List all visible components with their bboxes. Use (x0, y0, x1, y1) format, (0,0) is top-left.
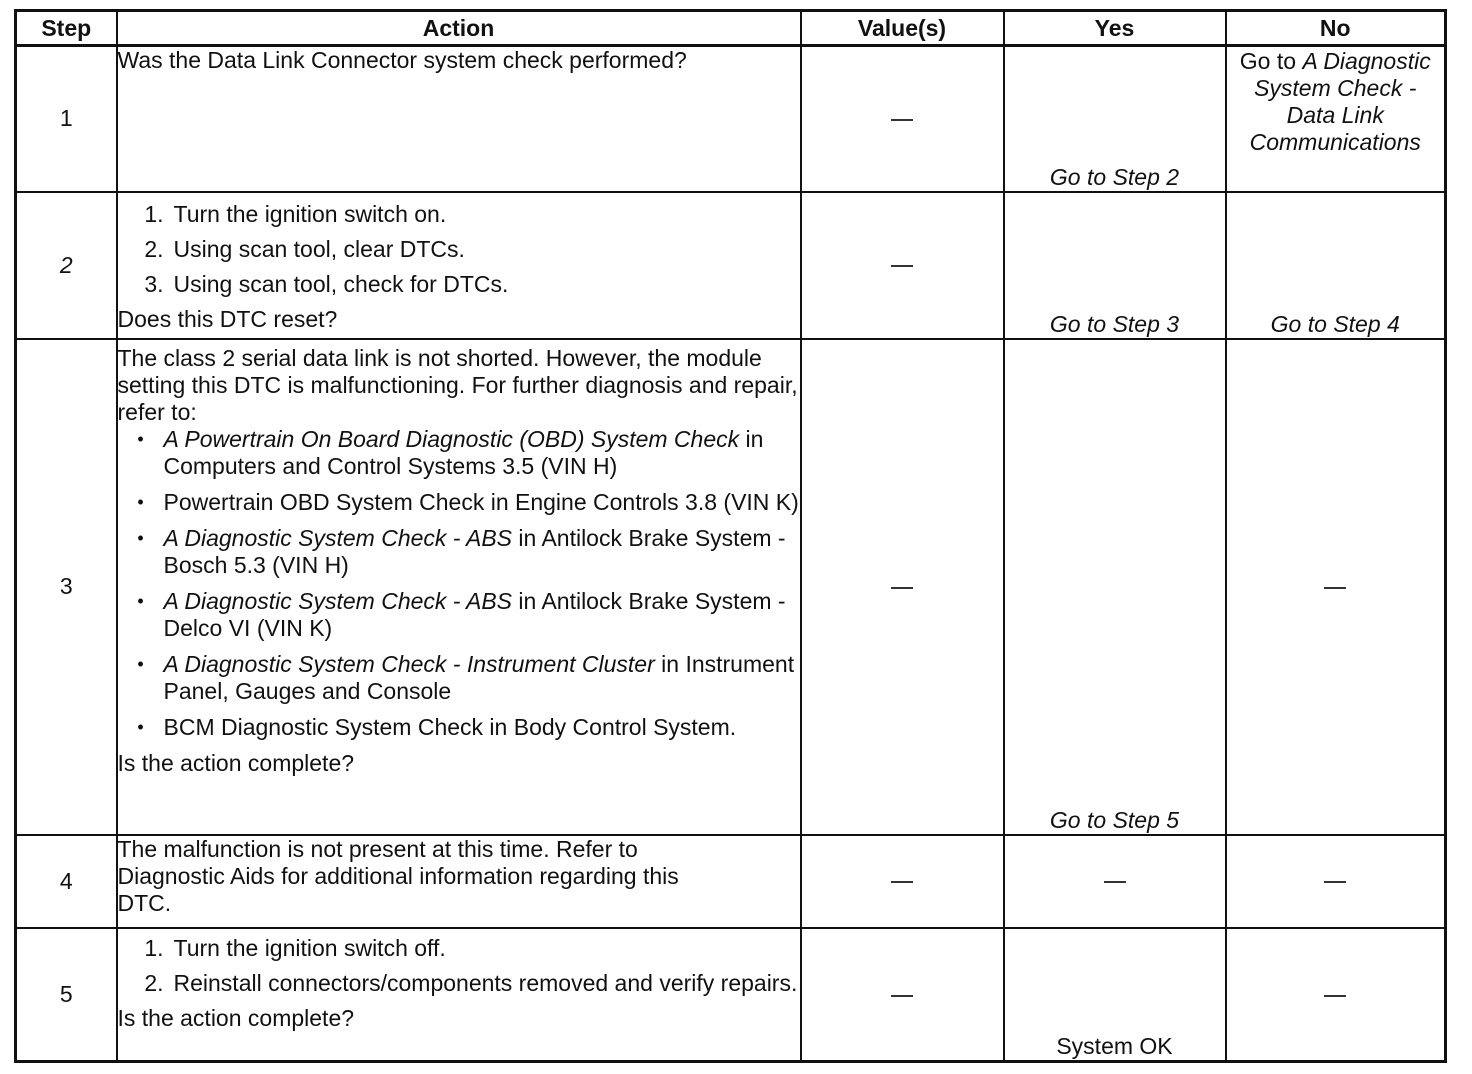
reference-location: in Computers and Control Systems 3.5 (VIN H) (163, 425, 764, 479)
dash-mark (891, 995, 913, 997)
no-prefix: Go to (1239, 48, 1297, 74)
header-row (16, 11, 1446, 46)
yes-cell: Go to Step 5 (1004, 339, 1226, 835)
action-cell (117, 928, 801, 1062)
action-text: The malfunction is not present at this time. Refer to Diagnostic Aids for additional information regarding this DTC. (117, 835, 679, 916)
table-row (16, 192, 1446, 339)
action-question: Is the action complete? (117, 1004, 355, 1031)
dash-mark (1324, 587, 1346, 589)
bullet-icon: • (137, 527, 144, 548)
value-cell (801, 339, 1004, 835)
list-item (118, 714, 800, 741)
numbered-list (118, 935, 800, 997)
dash-mark (1104, 881, 1126, 883)
list-item (118, 489, 800, 516)
yes-cell: Go to Step 2 (1004, 46, 1226, 192)
table-row (16, 835, 1446, 928)
value-cell (801, 835, 1004, 928)
step-number: 3 (16, 339, 117, 835)
action-question: Is the action complete? (117, 749, 355, 776)
yes-cell: Go to Step 3 (1004, 192, 1226, 339)
item-number: 1. (144, 934, 164, 961)
reference-location: in Instrument Panel, Gauges and Console (163, 650, 795, 704)
table-row (16, 46, 1446, 192)
step-number: 4 (16, 835, 117, 928)
dash-mark (891, 881, 913, 883)
dash-mark (891, 119, 913, 121)
list-item (118, 201, 800, 228)
item-number: 2. (144, 235, 164, 262)
reference-title: A Powertrain On Board Diagnostic (OBD) System Check (163, 425, 740, 452)
dash-mark (891, 587, 913, 589)
item-text: Using scan tool, clear DTCs. (173, 235, 465, 262)
list-item (118, 525, 800, 579)
action-intro: The class 2 serial data link is not shorted. However, the module setting this DTC is malfunctioning. For further diagnosis and repair, refer to: (117, 344, 798, 425)
action-cell (117, 46, 801, 192)
no-cell (1226, 46, 1446, 192)
item-number: 1. (144, 200, 164, 227)
item-text: Using scan tool, check for DTCs. (173, 270, 509, 297)
reference-location: Powertrain OBD System Check in Engine Controls 3.8 (VIN K) (163, 488, 799, 515)
dash-mark (1324, 995, 1346, 997)
list-item (118, 426, 800, 480)
header-yes: Yes (1004, 11, 1226, 46)
no-cell: Go to Step 4 (1226, 192, 1446, 339)
item-text: Turn the ignition switch on. (173, 200, 447, 227)
reference-location: BCM Diagnostic System Check in Body Control System. (163, 713, 737, 740)
value-cell (801, 192, 1004, 339)
header-action: Action (117, 11, 801, 46)
step-number: 5 (16, 928, 117, 1062)
item-number: 3. (144, 270, 164, 297)
item-text: Reinstall connectors/components removed and verify repairs. (173, 969, 798, 996)
reference-location: in Antilock Brake System - Delco VI (VIN K) (163, 587, 786, 641)
item-number: 2. (144, 969, 164, 996)
bullet-icon: • (137, 653, 144, 674)
step-number: 2 (16, 192, 117, 339)
bullet-icon: • (137, 590, 144, 611)
table-row (16, 928, 1446, 1062)
action-cell (117, 192, 801, 339)
reference-title: A Diagnostic System Check - ABS (163, 524, 513, 551)
list-item (118, 271, 800, 298)
dash-mark (891, 265, 913, 267)
bullet-icon: • (137, 491, 144, 512)
list-item (118, 970, 800, 997)
header-no: No (1226, 11, 1446, 46)
item-text: Turn the ignition switch off. (173, 934, 446, 961)
step-number: 1 (16, 46, 117, 192)
list-item (118, 651, 800, 705)
bullet-icon: • (137, 428, 144, 449)
value-cell (801, 46, 1004, 192)
action-question: Does this DTC reset? (117, 305, 338, 332)
yes-cell: System OK (1004, 928, 1226, 1062)
dash-mark (1324, 881, 1346, 883)
header-step: Step (16, 11, 117, 46)
header-values: Value(s) (801, 11, 1004, 46)
no-cell (1226, 928, 1446, 1062)
yes-cell (1004, 835, 1226, 928)
action-question: Was the Data Link Connector system check performed? (117, 47, 687, 73)
action-cell (117, 339, 801, 835)
bullet-icon: • (137, 716, 144, 737)
list-item (118, 588, 800, 642)
action-cell (117, 835, 801, 928)
bullet-list (118, 426, 800, 741)
diagnostic-table (14, 9, 1447, 1063)
value-cell (801, 928, 1004, 1062)
no-cell (1226, 339, 1446, 835)
no-cell (1226, 835, 1446, 928)
reference-title: A Diagnostic System Check - ABS (163, 587, 513, 614)
table-row (16, 339, 1446, 835)
list-item (118, 935, 800, 962)
reference-title: A Diagnostic System Check - Instrument Cluster (163, 650, 655, 677)
no-link: A Diagnostic System Check - Data Link Communications (1249, 48, 1431, 155)
reference-location: in Antilock Brake System - Bosch 5.3 (VIN H) (163, 524, 786, 578)
list-item (118, 236, 800, 263)
numbered-list (118, 201, 800, 298)
